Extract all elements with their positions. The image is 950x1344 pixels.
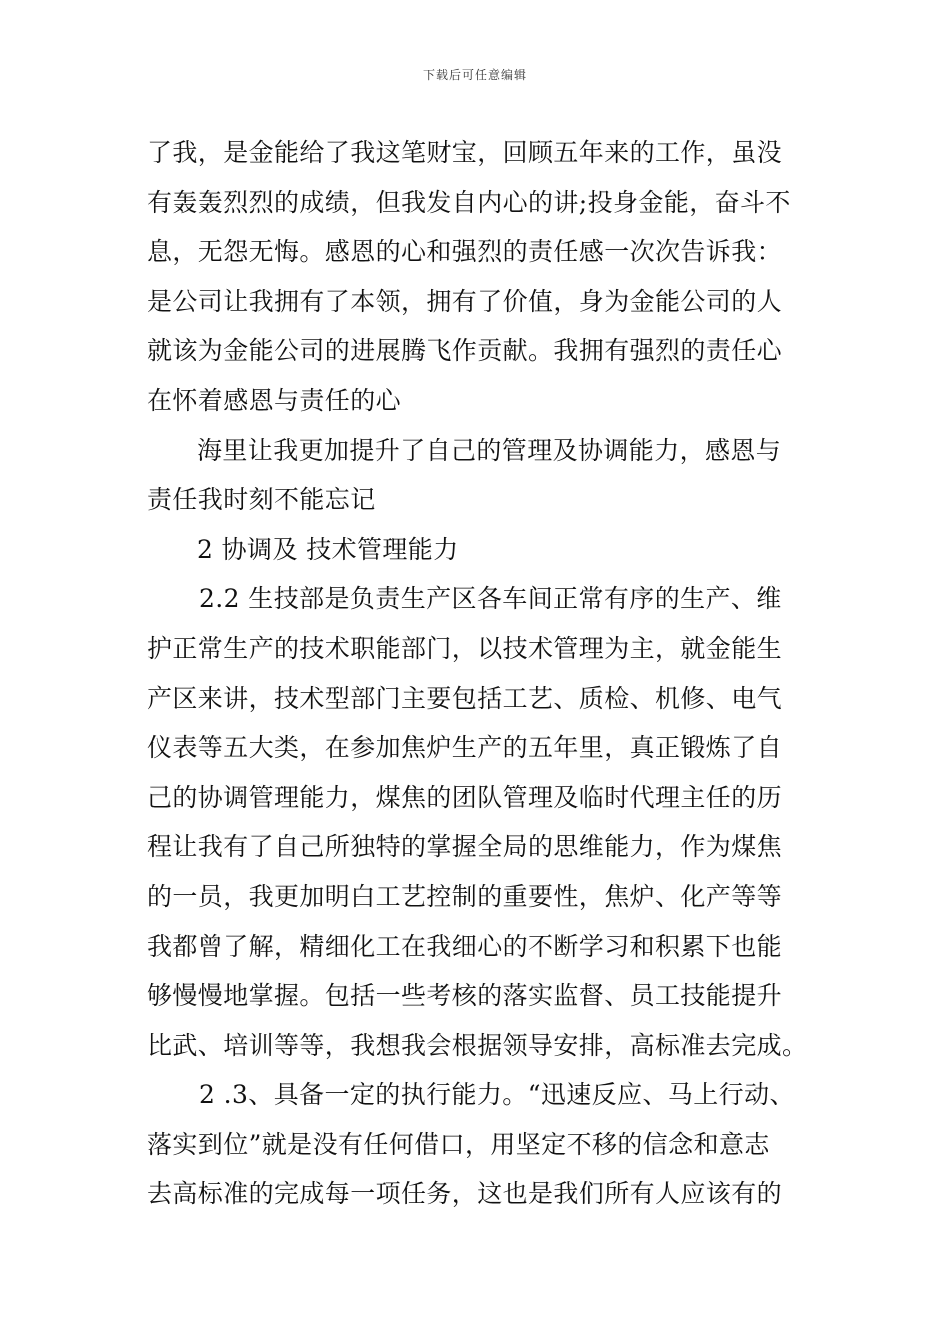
text-line: 海里让我更加提升了自己的管理及协调能力，感恩与: [197, 435, 782, 465]
text-line: 在怀着感恩与责任的心: [147, 385, 402, 415]
text-line: 是公司让我拥有了本领，拥有了价值，身为金能公司的人: [147, 286, 783, 316]
document-body: [147, 128, 812, 1219]
text-line: 我都曾了解，精细化工在我细心的不断学习和积累下也能: [147, 931, 783, 961]
section-heading: 2 协调及 技术管理能力: [197, 534, 459, 564]
text-line: 护正常生产的技术职能部门，以技术管理为主，就金能生: [147, 633, 783, 663]
text-line: 的一员，我更加明白工艺控制的重要性，焦炉、化产等等: [147, 881, 783, 911]
text-line: 了我，是金能给了我这笔财宝，回顾五年来的工作，虽没: [147, 138, 783, 167]
text-line: 2.2 生技部是负责生产区各车间正常有序的生产、维: [199, 584, 782, 614]
text-line: 责任我时刻不能忘记: [147, 485, 376, 515]
header-note: 下载后可任意编辑: [422, 68, 527, 82]
text-line: 仪表等五大类，在参加焦炉生产的五年里，真正锻炼了自: [147, 733, 783, 763]
text-line: 2 .3、具备一定的执行能力。“迅速反应、马上行动、: [199, 1080, 795, 1110]
text-line: 去高标准的完成每一项任务，这也是我们所有人应该有的: [147, 1179, 783, 1209]
text-line: 有轰轰烈烈的成绩，但我发自内心的讲;投身金能，奋斗不: [147, 187, 791, 217]
text-line: 产区来讲，技术型部门主要包括工艺、质检、机修、电气: [147, 683, 783, 713]
text-line: 比武、培训等等，我想我会根据领导安排，高标准去完成。: [147, 1030, 808, 1060]
text-line: 程让我有了自己所独特的掌握全局的思维能力，作为煤焦: [147, 832, 783, 862]
text-line: 息，无怨无悔。感恩的心和强烈的责任感一次次告诉我：: [147, 237, 783, 267]
text-line: 就该为金能公司的进展腾飞作贡献。我拥有强烈的责任心: [147, 336, 783, 366]
text-line: 落实到位”就是没有任何借口，用坚定不移的信念和意志: [147, 1129, 770, 1159]
text-line: 够慢慢地掌握。包括一些考核的落实监督、员工技能提升: [147, 981, 783, 1011]
text-line: 己的协调管理能力，煤焦的团队管理及临时代理主任的历: [147, 782, 783, 812]
